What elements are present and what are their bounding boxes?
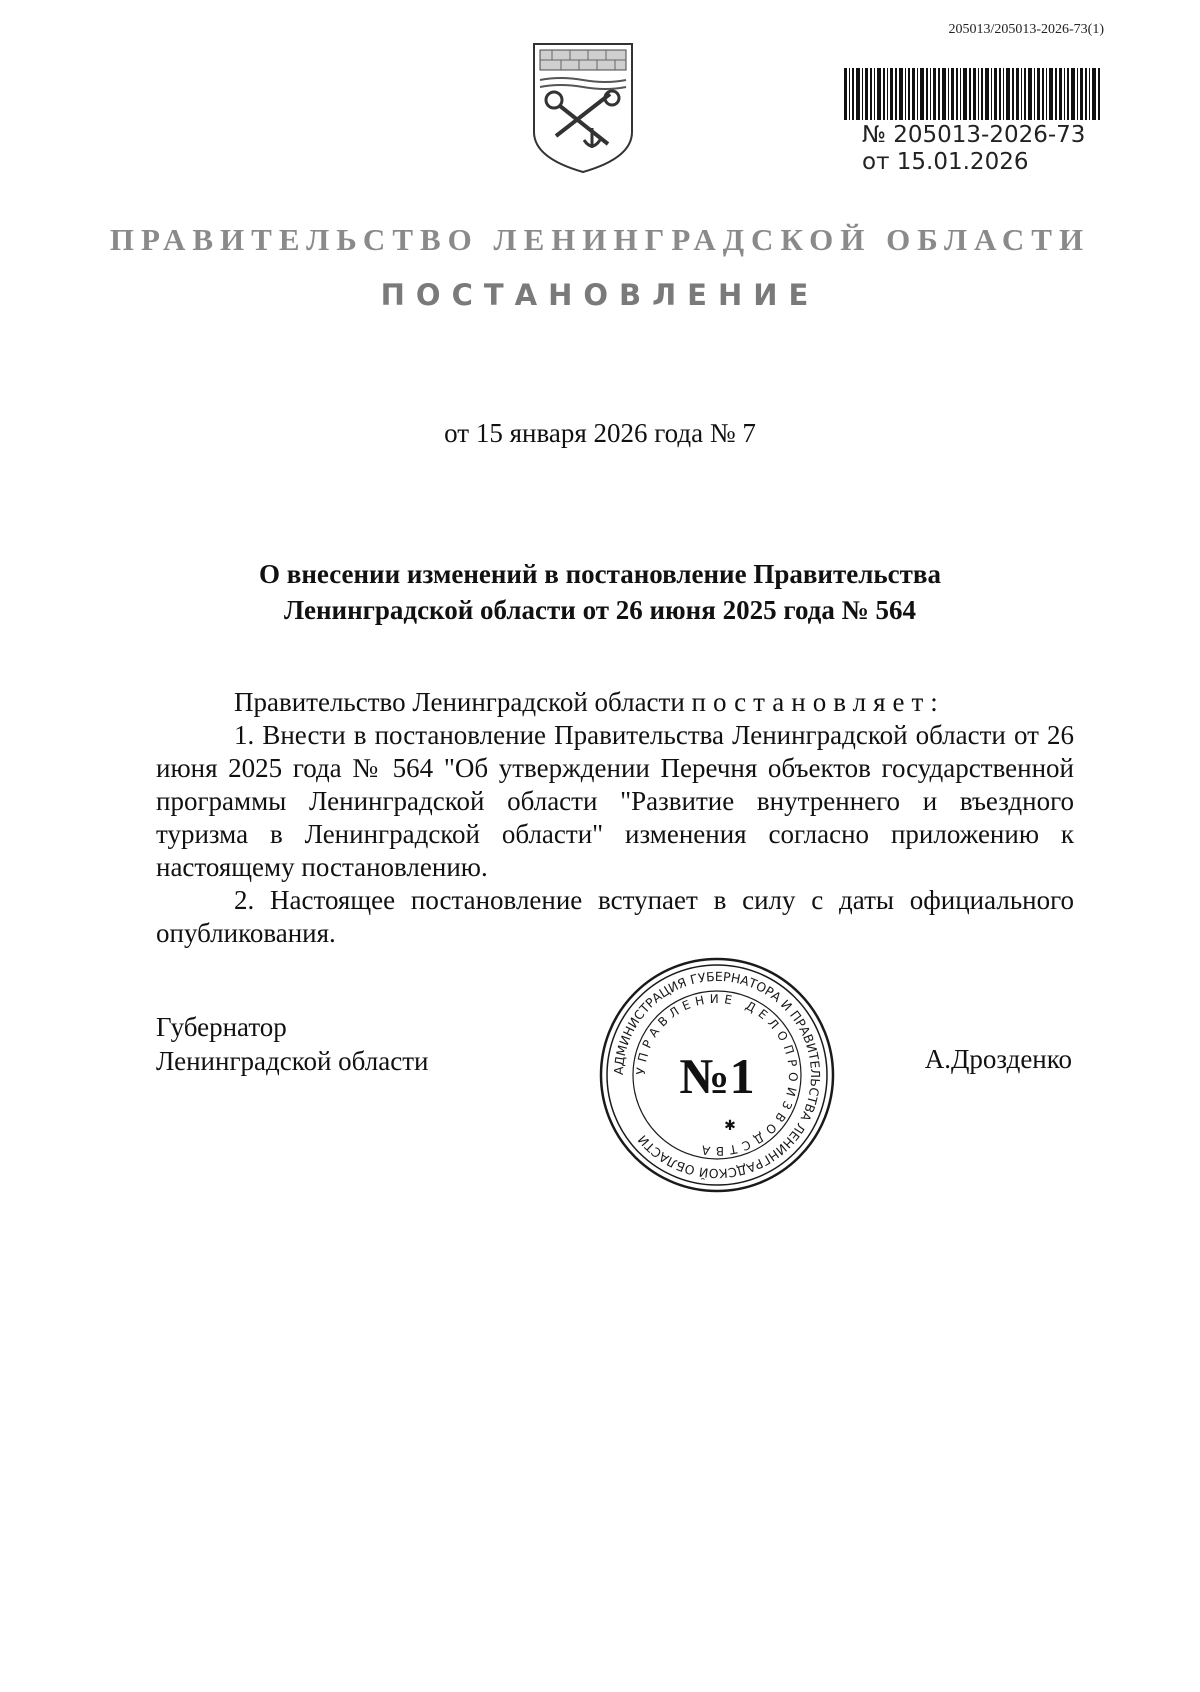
signatory-position-line1: Губернатор [156, 1012, 287, 1042]
decree-heading-line2: Ленинградской области от 26 июня 2025 года № 564 [284, 595, 916, 625]
document-reference: 205013/205013-2026-73(1) [948, 22, 1104, 37]
preamble [156, 686, 1074, 719]
signatory-position-line2: Ленинградской области [156, 1046, 429, 1076]
decree-body [156, 686, 1074, 950]
registration-number: № 205013-2026-73 [862, 122, 1086, 148]
preamble-verb: постановляет: [691, 687, 945, 717]
decree-heading [220, 556, 980, 628]
stamp-inner-text: УПРАВЛЕНИЕ ДЕЛОПРОИЗВОДСТВА [633, 991, 801, 1159]
stamp-number: №1 [679, 1048, 755, 1104]
signatory-position [156, 1010, 428, 1078]
registration-date: от 15.01.2026 [862, 149, 1029, 175]
barcode-icon [844, 68, 1102, 120]
stamp-star-icon: ✱ [724, 1119, 736, 1134]
signatory-name: А.Дрозденко [924, 1044, 1072, 1074]
decree-date-line: от 15 января 2026 года № 7 [444, 418, 756, 448]
preamble-subject: Правительство Ленинградской области [234, 687, 685, 717]
decree-item-1: 1. Внести в постановление Правительства Ленинградской области от 26 июня 2025 года № 564 "Об утверждении Перечня объектов государственной программы Ленинградской области "Развитие внутреннего и въездного туризма в Ленинградской области" изменения согласно приложению к настоящему постановлению. [156, 720, 1074, 882]
official-stamp [597, 955, 837, 1195]
document-type-title: ПОСТАНОВЛЕНИЕ [380, 278, 820, 312]
decree-heading-line1: О внесении изменений в постановление Правительства [259, 559, 941, 589]
coat-of-arms-icon [530, 40, 636, 176]
stamp-outer-text: АДМИНИСТРАЦИЯ ГУБЕРНАТОРА И ПРАВИТЕЛЬСТВА ЛЕНИНГРАДСКОЙ ОБЛАСТИ [610, 968, 824, 1182]
decree-item-2: 2. Настоящее постановление вступает в силу с даты официального опубликования. [156, 885, 1074, 948]
registration-block [862, 122, 1085, 176]
government-title: ПРАВИТЕЛЬСТВО ЛЕНИНГРАДСКОЙ ОБЛАСТИ [109, 222, 1091, 257]
